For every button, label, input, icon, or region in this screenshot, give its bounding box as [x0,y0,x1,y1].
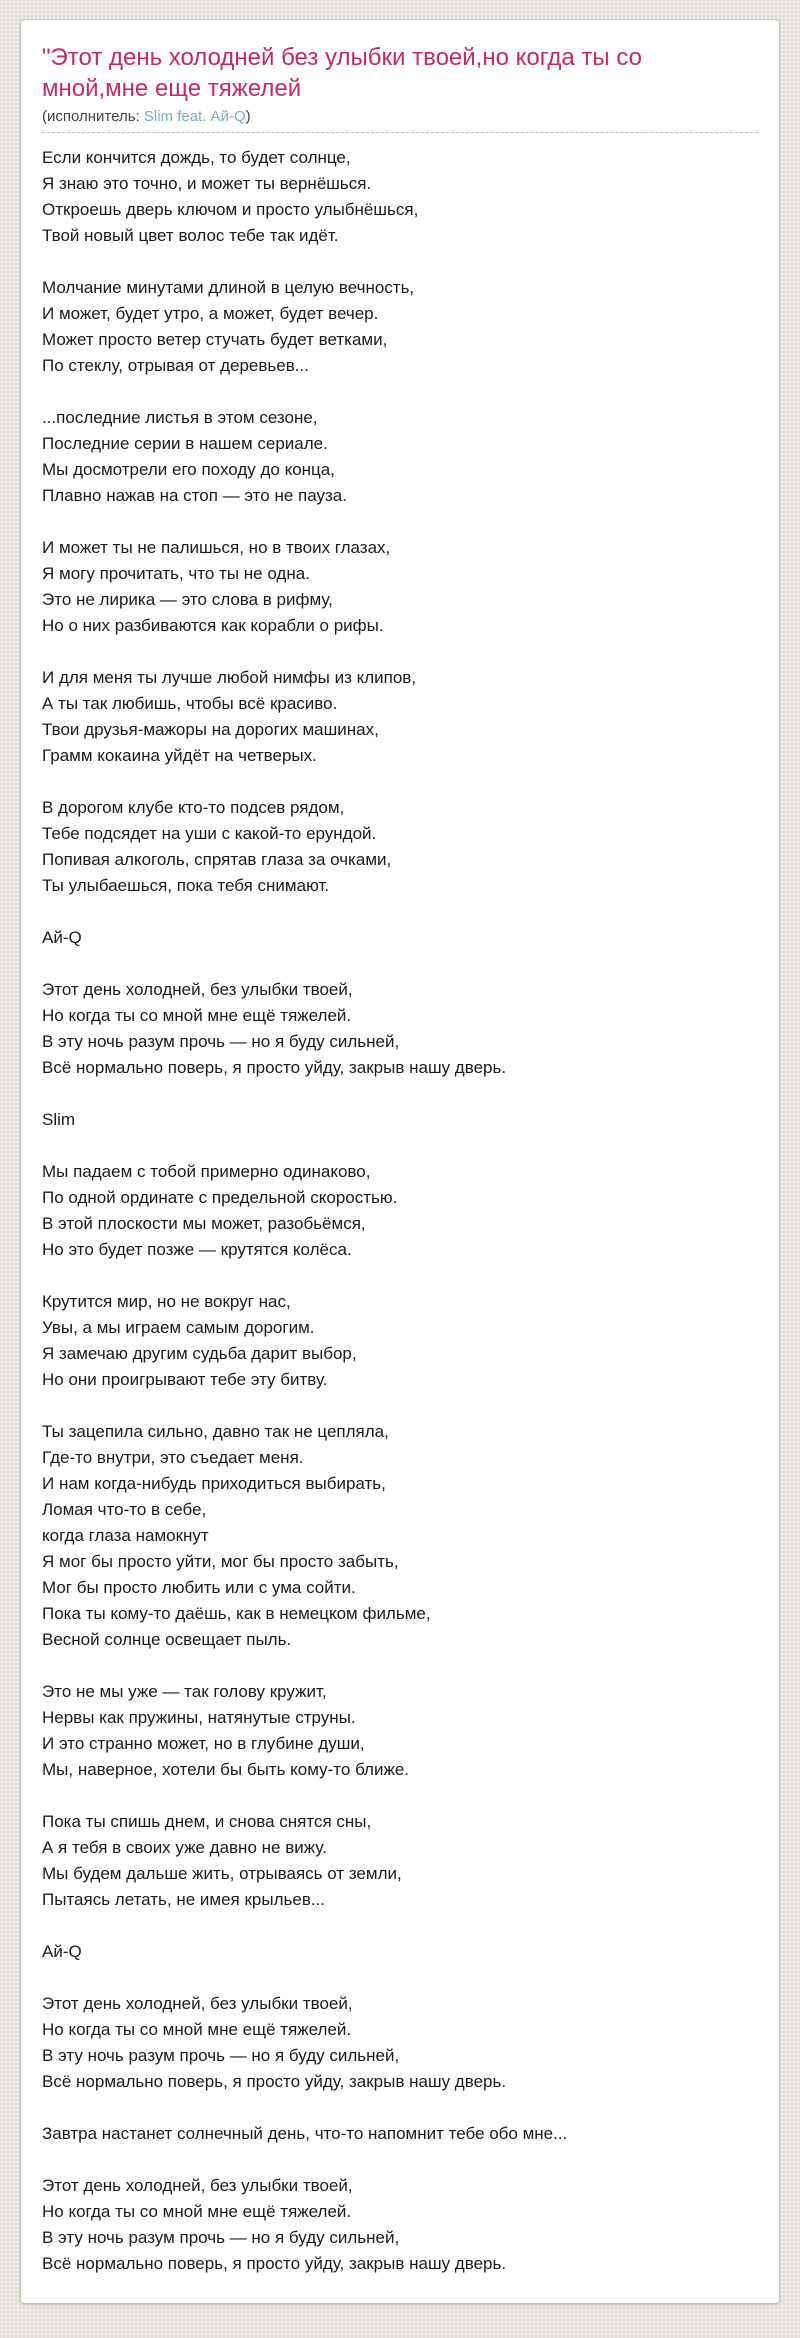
lyrics-stanza: Мы падаем с тобой примерно одинаково, По одной ординате с предельной скоростью. В этой плоскости мы может, разобьёмся, Но это будет позже — крутятся колёса. [42,1162,398,1259]
performer-label: (исполнитель: [42,108,144,125]
lyrics-stanza: Этот день холодней, без улыбки твоей, Но когда ты со мной мне ещё тяжелей. В эту ночь разум прочь — но я буду сильней, Всё нормально поверь, я просто уйду, закрыв нашу дверь. [42,1994,507,2091]
performer-line [42,107,758,127]
lyrics-stanza: Slim [42,1110,76,1129]
lyrics-stanza: Этот день холодней, без улыбки твоей, Но когда ты со мной мне ещё тяжелей. В эту ночь разум прочь — но я буду сильней, Всё нормально поверь, я просто уйду, закрыв нашу дверь. [42,2176,507,2273]
lyrics-stanza: Если кончится дождь, то будет солнце, Я знаю это точно, и может ты вернёшься. Откроешь дверь ключом и просто улыбнёшься, Твой новый цвет волос тебе так идёт. [42,148,419,245]
lyrics-stanza: ...последние листья в этом сезоне, Последние серии в нашем сериале. Мы досмотрели его походу до конца, Плавно нажав на стоп — это не пауза. [42,408,347,505]
lyrics-stanza: Ай-Q [42,1942,82,1961]
lyrics-stanza: Ты зацепила сильно, давно так не цепляла, Где-то внутри, это съедает меня. И нам когда-нибудь приходиться выбирать, Ломая что-то в себе, когда глаза намокнут Я мог бы просто уйти, мог бы просто забыть, Мог бы просто любить или с ума сойти. Пока ты кому-то даёшь, как в немецком фильме, Весной солнце освещает пыль. [42,1422,431,1649]
lyrics-card [21,20,779,2303]
lyrics-stanza: Это не мы уже — так голову кружит, Нервы как пружины, натянутые струны. И это странно может, но в глубине души, Мы, наверное, хотели бы быть кому-то ближе. [42,1682,410,1779]
lyrics-stanza: Молчание минутами длиной в целую вечность, И может, будет утро, а может, будет вечер. Может просто ветер стучать будет ветками, По стеклу, отрывая от деревьев... [42,278,415,375]
lyrics-stanza: Завтра настанет солнечный день, что-то напомнит тебе обо мне... [42,2124,568,2143]
performer-link[interactable]: Slim feat. Ай-Q [143,108,246,125]
performer-close-paren: ) [245,108,251,125]
lyrics-stanza: И может ты не палишься, но в твоих глазах, Я могу прочитать, что ты не одна. Это не лирика — это слова в рифму, Но о них разбиваются как корабли о рифы. [42,538,391,635]
lyrics-stanza: Крутится мир, но не вокруг нас, Увы, а мы играем самым дорогим. Я замечаю другим судьба дарит выбор, Но они проигрывают тебе эту битву. [42,1292,357,1389]
song-title: "Этот день холодней без улыбки твоей,но когда ты со мной,мне еще тяжелей [42,44,642,102]
lyrics-stanza: Ай-Q [42,928,82,947]
lyrics-stanza: Этот день холодней, без улыбки твоей, Но когда ты со мной мне ещё тяжелей. В эту ночь разум прочь — но я буду сильней, Всё нормально поверь, я просто уйду, закрыв нашу дверь. [42,980,507,1077]
lyrics-stanza: И для меня ты лучше любой нимфы из клипов, А ты так любишь, чтобы всё красиво. Твои друзья-мажоры на дорогих машинах, Грамм кокаина уйдёт на четверых. [42,668,417,765]
lyrics-text [42,145,758,2277]
dotted-divider [42,132,758,133]
lyrics-stanza: В дорогом клубе кто-то подсев рядом, Тебе подсядет на уши с какой-то ерундой. Попивая алкоголь, спрятав глаза за очками, Ты улыбаешься, пока тебя снимают. [42,798,392,895]
lyrics-stanza: Пока ты спишь днем, и снова снятся сны, А я тебя в своих уже давно не вижу. Мы будем дальше жить, отрываясь от земли, Пытаясь летать, не имея крыльев... [42,1812,402,1909]
